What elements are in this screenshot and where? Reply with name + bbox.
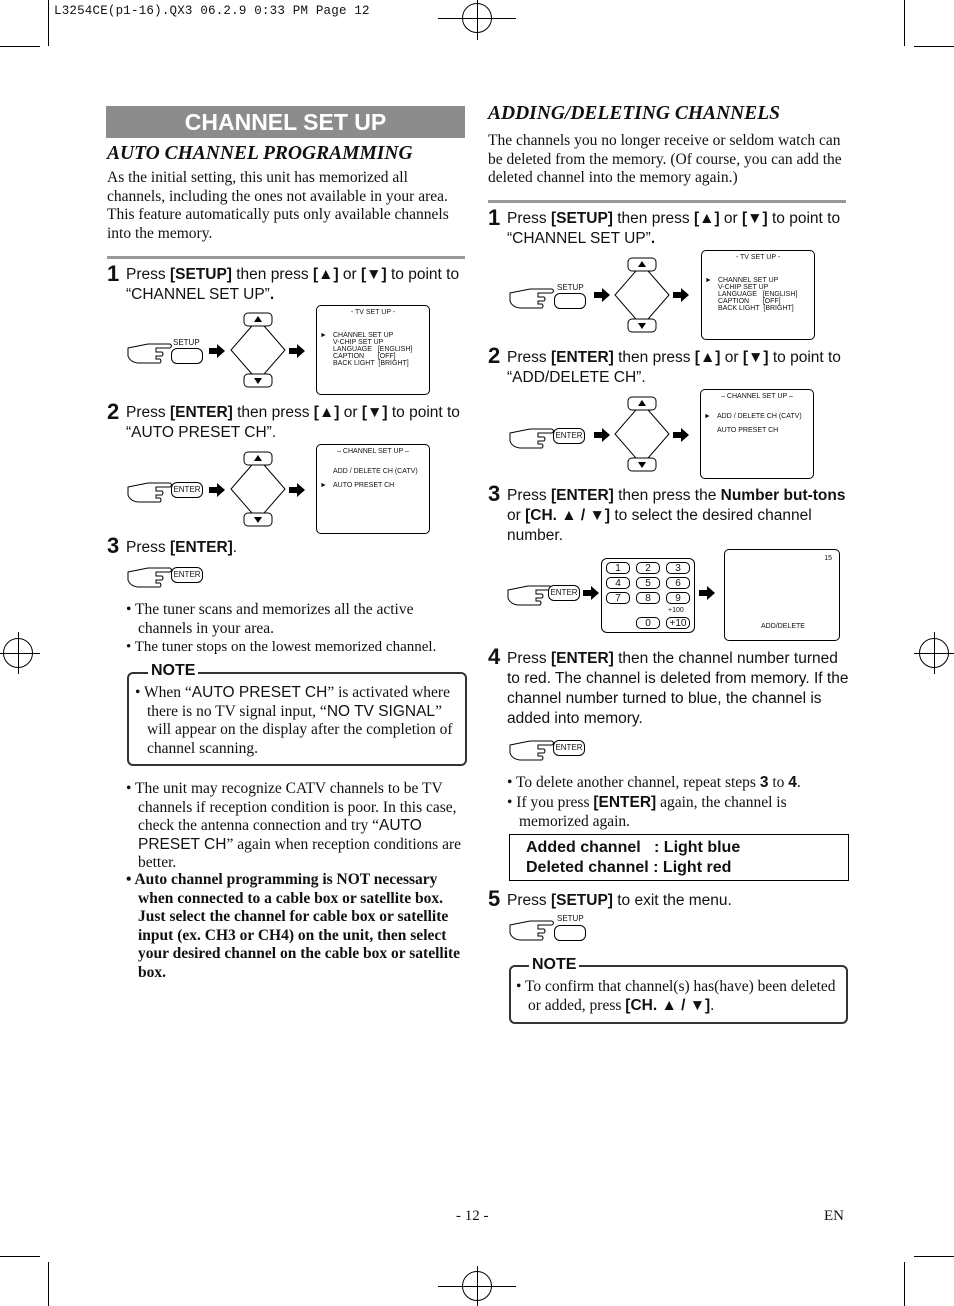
added-channel-legend: Added channel : Light blue bbox=[526, 839, 741, 856]
pointing-hand-icon bbox=[508, 735, 556, 765]
step-number: 1 bbox=[488, 205, 501, 230]
step-text: Press [SETUP] to exit the menu. bbox=[507, 892, 732, 909]
tv-screen-tv-setup: - TV SET UP - ► CHANNEL SET UP V-CHIP SET UP LANGUAGE [ENGLISH] CAPTION [OFF] BACK LIGHT [BRIGHT] bbox=[701, 250, 815, 340]
arrow-right-icon bbox=[209, 344, 225, 358]
arrow-right-icon bbox=[289, 344, 305, 358]
key-6[interactable]: 6 bbox=[666, 577, 690, 589]
up-down-navigation-icon bbox=[229, 448, 287, 530]
step-number: 2 bbox=[107, 399, 120, 424]
pointing-hand-icon bbox=[508, 423, 556, 453]
pointing-hand-icon bbox=[506, 580, 554, 610]
bullet-text: • The tuner stops on the lowest memorized channel. bbox=[126, 639, 437, 655]
pointing-hand-icon bbox=[508, 283, 556, 313]
step-number: 2 bbox=[488, 343, 501, 368]
up-down-navigation-icon bbox=[229, 309, 287, 391]
key-5[interactable]: 5 bbox=[636, 577, 660, 589]
divider bbox=[107, 256, 465, 259]
bullet-text-bold: • Auto channel programming is NOT necessary when connected to a cable box or satellite box. Just select the channel for cable box or satellite input (ex. CH3 or CH4) on the unit, then select your desired channel on the cable box or satellite box. bbox=[126, 871, 461, 981]
step-number: 4 bbox=[488, 644, 501, 669]
number-keypad bbox=[601, 558, 695, 633]
arrow-right-icon bbox=[289, 483, 305, 497]
step-number: 3 bbox=[107, 533, 120, 558]
key-9[interactable]: 9 bbox=[666, 592, 690, 604]
tv-screen-add-delete bbox=[724, 549, 840, 641]
add-delete-intro: The channels you no longer receive or seldom watch can be deleted from the memory. (Of course, you can add the deleted channel into the memory again.) bbox=[488, 132, 842, 186]
file-header: L3254CE(p1-16).QX3 06.2.9 0:33 PM Page 12 bbox=[54, 4, 370, 18]
note-text: • To confirm that channel(s) has(have) been deleted or added, press [CH. ▲ / ▼]. bbox=[516, 978, 836, 1014]
language-code: EN bbox=[824, 1208, 844, 1224]
step-text: Press [SETUP] then press [▲] or [▼] to point to “CHANNEL SET UP”. bbox=[126, 266, 460, 303]
bullet-text: • If you press [ENTER] again, the channel is memorized again. bbox=[507, 794, 787, 830]
step-text: Press [ENTER] then press the Number but-tons or [CH. ▲ / ▼] to select the desired channel number. bbox=[507, 487, 846, 544]
arrow-right-icon bbox=[699, 586, 715, 600]
bullet-text: • The unit may recognize CATV channels to be TV channels if reception condition is poor. In this case, check the antenna connection and try “AUTO PRESET CH” again when reception conditions are better. bbox=[126, 780, 461, 871]
pointing-hand-icon bbox=[508, 915, 556, 945]
tv-screen-channel-setup: – CHANNEL SET UP – ADD / DELETE CH (CATV) ► AUTO PRESET CH bbox=[316, 444, 430, 534]
note-label: NOTE bbox=[529, 956, 579, 974]
note-label: NOTE bbox=[148, 662, 198, 680]
setup-label: SETUP bbox=[557, 914, 584, 923]
auto-intro: As the initial setting, this unit has memorized all channels, including the ones not available in your area. This feature automatically puts only available channels into the memory. bbox=[107, 169, 449, 242]
key-0[interactable]: 0 bbox=[636, 617, 660, 629]
note-text: • When “AUTO PRESET CH” is activated where there is no TV signal input, “NO TV SIGNAL” will appear on the display after the completion of channel scanning. bbox=[135, 684, 453, 757]
page-number: - 12 - bbox=[456, 1208, 489, 1224]
enter-button[interactable]: ENTER bbox=[548, 585, 580, 601]
channel-number: 15 bbox=[824, 555, 832, 562]
setup-label: SETUP bbox=[557, 283, 584, 292]
section-title-add-delete: ADDING/DELETING CHANNELS bbox=[488, 103, 780, 124]
tv-screen-channel-setup: – CHANNEL SET UP – ► ADD / DELETE CH (CATV) AUTO PRESET CH bbox=[700, 389, 814, 479]
enter-button[interactable]: ENTER bbox=[171, 482, 203, 498]
step-text: Press [SETUP] then press [▲] or [▼] to point to “CHANNEL SET UP”. bbox=[507, 210, 841, 247]
key-1[interactable]: 1 bbox=[606, 562, 630, 574]
key-2[interactable]: 2 bbox=[636, 562, 660, 574]
bullet-text: • To delete another channel, repeat steps 3 to 4. bbox=[507, 774, 801, 791]
step-text: Press [ENTER] then press [▲] or [▼] to point to “ADD/DELETE CH”. bbox=[507, 349, 841, 386]
add-delete-label: ADD/DELETE bbox=[761, 623, 805, 630]
divider bbox=[488, 200, 846, 203]
up-down-navigation-icon bbox=[613, 393, 671, 475]
arrow-right-icon bbox=[673, 428, 689, 442]
key-4[interactable]: 4 bbox=[606, 577, 630, 589]
setup-button[interactable] bbox=[171, 348, 203, 364]
arrow-right-icon bbox=[673, 288, 689, 302]
setup-label: SETUP bbox=[173, 338, 200, 347]
step-number: 3 bbox=[488, 481, 501, 506]
section-title-auto: AUTO CHANNEL PROGRAMMING bbox=[107, 143, 413, 164]
key-8[interactable]: 8 bbox=[636, 592, 660, 604]
key-3[interactable]: 3 bbox=[666, 562, 690, 574]
pointing-hand-icon bbox=[126, 477, 174, 507]
page-title: CHANNEL SET UP bbox=[106, 106, 465, 138]
tv-screen-tv-setup: - TV SET UP - ► CHANNEL SET UP V-CHIP SET UP LANGUAGE [ENGLISH] CAPTION [OFF] BACK LIGHT [BRIGHT] bbox=[316, 305, 430, 395]
step-text: Press [ENTER] then the channel number turned to red. The channel is deleted from memory. If the channel number turned to blue, the channel is added into memory. bbox=[507, 650, 849, 727]
key-plus10[interactable]: +10 bbox=[666, 617, 690, 629]
step-number: 5 bbox=[488, 886, 501, 911]
enter-button[interactable]: ENTER bbox=[171, 567, 203, 583]
enter-button[interactable]: ENTER bbox=[553, 740, 585, 756]
setup-button[interactable] bbox=[554, 925, 586, 941]
step-number: 1 bbox=[107, 261, 120, 286]
step-text: Press [ENTER] then press [▲] or [▼] to point to “AUTO PRESET CH”. bbox=[126, 404, 460, 441]
up-down-navigation-icon bbox=[613, 254, 671, 336]
arrow-right-icon bbox=[594, 288, 610, 302]
deleted-channel-legend: Deleted channel : Light red bbox=[526, 859, 732, 876]
bullet-text: • The tuner scans and memorizes all the active channels in your area. bbox=[126, 601, 414, 637]
key-7[interactable]: 7 bbox=[606, 592, 630, 604]
key-plus100-label: +100 bbox=[668, 607, 684, 614]
arrow-right-icon bbox=[209, 483, 225, 497]
arrow-right-icon bbox=[594, 428, 610, 442]
channel-status-legend bbox=[509, 834, 849, 881]
setup-button[interactable] bbox=[554, 293, 586, 309]
arrow-right-icon bbox=[583, 586, 599, 600]
pointing-hand-icon bbox=[126, 338, 174, 368]
enter-button[interactable]: ENTER bbox=[553, 428, 585, 444]
step-text: Press [ENTER]. bbox=[126, 539, 238, 556]
pointing-hand-icon bbox=[126, 562, 174, 592]
